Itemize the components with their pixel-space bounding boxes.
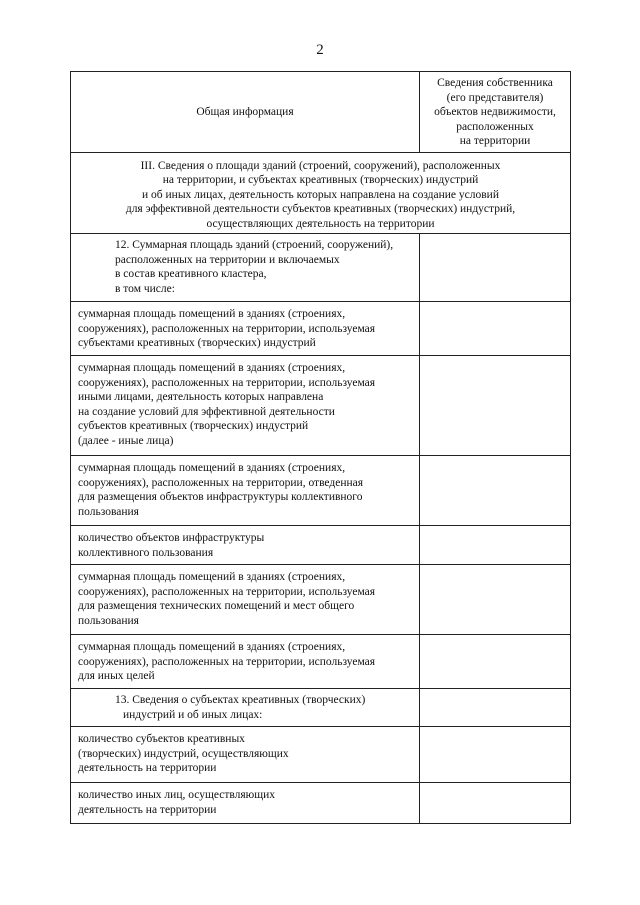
row-label-line: пользования xyxy=(78,505,139,518)
item-12-line: в состав креативного кластера, xyxy=(115,268,267,280)
row-label-line: деятельность на территории xyxy=(78,762,217,774)
row-label xyxy=(71,783,420,824)
table-row xyxy=(71,356,571,456)
table-row xyxy=(71,565,571,635)
row-label xyxy=(71,526,420,565)
row-label-line: иными лицами, деятельность которых направлена xyxy=(78,391,324,403)
item-12-row xyxy=(71,234,571,302)
table-row xyxy=(71,635,571,689)
header-owner-line: на территории xyxy=(459,135,531,147)
row-value-cell[interactable] xyxy=(420,565,571,635)
row-label-line: сооружениях), расположенных на территории, используемая xyxy=(78,376,376,389)
row-label-line: для размещения технических помещений и мест общего xyxy=(78,600,355,612)
row-label-line: на создание условий для эффективной деятельности xyxy=(78,405,335,418)
row-label-line: субъектами креативных (творческих) индустрий xyxy=(78,337,316,349)
item-13-title xyxy=(71,689,420,727)
row-label-line: сооружениях), расположенных на территории, используемая xyxy=(78,585,376,598)
item-12-line: 12. Суммарная площадь зданий (строений, сооружений), xyxy=(115,239,394,251)
row-label-line: суммарная площадь помещений в зданиях (строениях, xyxy=(78,641,346,653)
row-label-line: сооружениях), расположенных на территории, отведенная xyxy=(78,476,364,489)
section-3-line: на территории, и субъектах креативных (творческих) индустрий xyxy=(162,174,479,186)
row-label-line: деятельность на территории xyxy=(78,803,217,816)
item-12-value-cell[interactable] xyxy=(420,234,571,302)
table-row xyxy=(71,727,571,783)
section-3-line: осуществляющих деятельность на территории xyxy=(206,217,435,230)
row-label-line: для размещения объектов инфраструктуры коллективного xyxy=(78,491,363,503)
row-label xyxy=(71,302,420,356)
item-13-line: 13. Сведения о субъектах креативных (творческих) xyxy=(115,694,366,706)
table-row xyxy=(71,302,571,356)
header-owner-info xyxy=(420,72,571,153)
row-label xyxy=(71,635,420,689)
row-label-line: для иных целей xyxy=(78,670,155,682)
row-value-cell[interactable] xyxy=(420,783,571,824)
row-label-line: суммарная площадь помещений в зданиях (строениях, xyxy=(78,362,346,374)
row-label-line: пользования xyxy=(78,614,139,627)
row-value-cell[interactable] xyxy=(420,526,571,565)
section-3-row xyxy=(71,152,571,234)
row-value-cell[interactable] xyxy=(420,635,571,689)
row-label-line: суммарная площадь помещений в зданиях (строениях, xyxy=(78,308,346,320)
row-value-cell[interactable] xyxy=(420,356,571,456)
header-owner-line: (его представителя) xyxy=(446,91,544,104)
row-label-line: сооружениях), расположенных на территории, используемая xyxy=(78,322,376,335)
row-label-line: (далее - иные лица) xyxy=(78,434,174,447)
header-general-info: Общая информация xyxy=(71,72,420,153)
row-label-line: суммарная площадь помещений в зданиях (строениях, xyxy=(78,571,346,583)
section-3-title xyxy=(71,152,571,234)
row-label-line: количество субъектов креативных xyxy=(78,733,245,745)
row-value-cell[interactable] xyxy=(420,727,571,783)
item-13-line: индустрий и об иных лицах: xyxy=(123,708,263,721)
table-row xyxy=(71,783,571,824)
row-label xyxy=(71,565,420,635)
header-row xyxy=(71,72,571,153)
header-owner-line: Сведения собственника xyxy=(437,77,553,89)
page-number: 2 xyxy=(316,42,324,58)
item-13-row xyxy=(71,689,571,727)
row-label xyxy=(71,456,420,526)
item-12-title xyxy=(71,234,420,302)
row-label-line: коллективного пользования xyxy=(78,546,214,559)
section-3-line: и об иных лицах, деятельность которых направлена на создание условий xyxy=(142,188,499,201)
header-owner-line: объектов недвижимости, xyxy=(434,106,556,118)
section-3-line: III. Сведения о площади зданий (строений, сооружений), расположенных xyxy=(140,159,501,172)
row-label-line: количество иных лиц, осуществляющих xyxy=(78,789,276,801)
item-12-line: в том числе: xyxy=(115,282,175,295)
table-row xyxy=(71,526,571,565)
row-label-line: субъектов креативных (творческих) индустрий xyxy=(78,420,309,432)
row-label xyxy=(71,727,420,783)
row-label-line: сооружениях), расположенных на территории, используемая xyxy=(78,655,376,668)
header-owner-line: расположенных xyxy=(456,120,534,133)
row-label xyxy=(71,356,420,456)
item-13-value-cell[interactable] xyxy=(420,689,571,727)
row-value-cell[interactable] xyxy=(420,302,571,356)
row-label-line: (творческих) индустрий, осуществляющих xyxy=(78,747,289,760)
row-label-line: суммарная площадь помещений в зданиях (строениях, xyxy=(78,462,346,474)
row-label-line: количество объектов инфраструктуры xyxy=(78,532,265,544)
section-3-line: для эффективной деятельности субъектов креативных (творческих) индустрий, xyxy=(125,203,516,215)
item-12-line: расположенных на территории и включаемых xyxy=(115,253,340,266)
row-value-cell[interactable] xyxy=(420,456,571,526)
table-row xyxy=(71,456,571,526)
info-table xyxy=(70,71,571,824)
